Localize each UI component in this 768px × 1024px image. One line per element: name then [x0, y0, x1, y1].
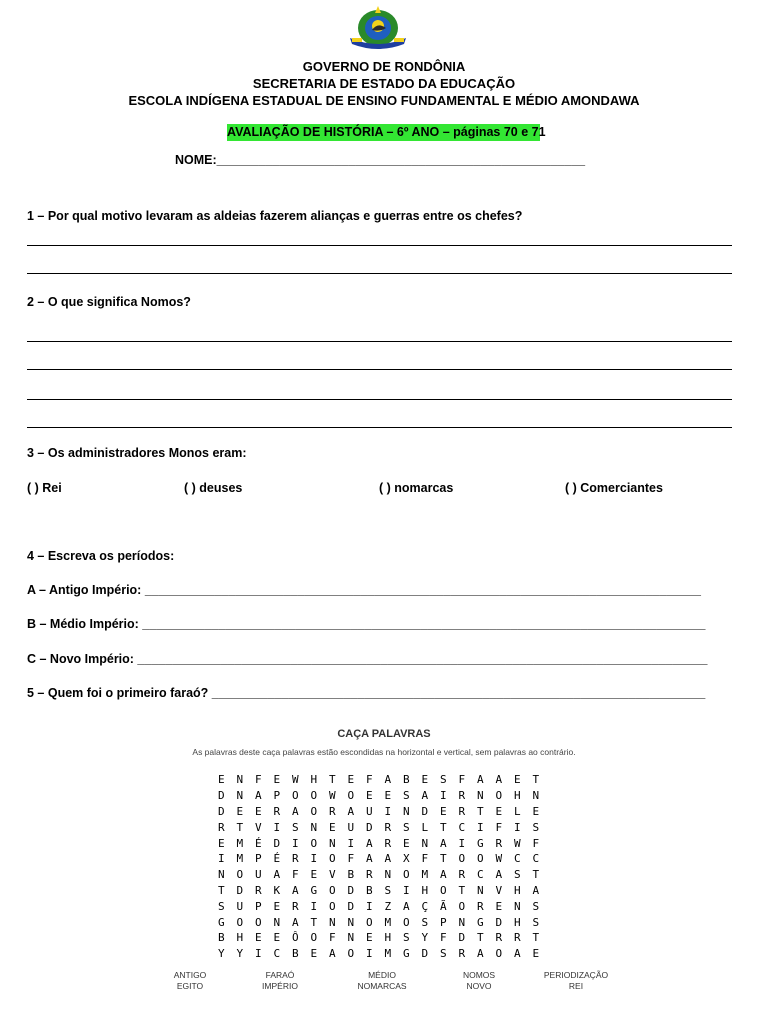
grid-letter[interactable]: X — [402, 852, 410, 866]
grid-letter[interactable]: N — [236, 789, 244, 803]
grid-row — [212, 898, 545, 914]
grid-letter[interactable]: E — [532, 947, 540, 961]
word-list-column — [444, 970, 514, 992]
grid-letter[interactable]: H — [421, 883, 429, 897]
grid-letter[interactable]: B — [347, 868, 355, 882]
question-5[interactable]: 5 – Quem foi o primeiro faraó? _______________________________________________________________________ — [27, 686, 706, 700]
word-list-column — [347, 970, 417, 992]
grid-letter[interactable]: O — [310, 836, 318, 850]
grid-letter[interactable]: E — [310, 868, 318, 882]
coat-of-arms-logo — [346, 4, 410, 52]
wordsearch-title: CAÇA PALAVRAS — [337, 728, 431, 740]
grid-letter[interactable]: A — [384, 852, 392, 866]
question-3: 3 – Os administradores Monos eram: — [27, 446, 247, 460]
grid-letter[interactable]: N — [532, 789, 540, 803]
grid-row — [212, 788, 545, 804]
grid-letter[interactable]: E — [402, 836, 410, 850]
grid-row — [212, 819, 545, 835]
grid-letter[interactable]: E — [310, 947, 318, 961]
word-list-column — [245, 970, 315, 992]
grid-letter[interactable]: Ç — [421, 899, 429, 913]
grid-letter[interactable]: T — [532, 773, 540, 787]
grid-letter[interactable]: W — [513, 836, 521, 850]
grid-letter[interactable]: A — [254, 789, 262, 803]
grid-letter[interactable]: O — [347, 947, 355, 961]
grid-letter[interactable]: N — [476, 789, 484, 803]
grid-letter[interactable]: A — [476, 947, 484, 961]
grid-letter[interactable]: F — [328, 931, 336, 945]
grid-letter[interactable]: E — [532, 804, 540, 818]
grid-row — [212, 835, 545, 851]
word-list-item: NOVO — [466, 981, 492, 991]
grid-letter[interactable]: H — [513, 883, 521, 897]
grid-letter[interactable]: E — [273, 899, 281, 913]
period-novo-imperio[interactable]: C – Novo Império: __________________________________________________________________________________ — [27, 652, 708, 666]
grid-letter[interactable]: S — [291, 820, 299, 834]
grid-letter[interactable]: V — [328, 868, 336, 882]
grid-letter[interactable]: A — [273, 868, 281, 882]
grid-letter[interactable]: D — [236, 883, 244, 897]
grid-letter[interactable]: A — [291, 804, 299, 818]
grid-letter[interactable]: V — [495, 883, 503, 897]
grid-letter[interactable]: A — [365, 852, 373, 866]
grid-letter[interactable]: D — [217, 789, 225, 803]
word-list-item: MÉDIO — [368, 970, 396, 980]
grid-letter[interactable]: E — [421, 773, 429, 787]
word-list-item: IMPÉRIO — [262, 981, 298, 991]
grid-letter[interactable]: Z — [384, 899, 392, 913]
grid-letter[interactable]: K — [273, 883, 281, 897]
grid-letter[interactable]: F — [254, 773, 262, 787]
grid-letter[interactable]: T — [532, 931, 540, 945]
grid-letter[interactable]: O — [347, 789, 355, 803]
answer-line[interactable] — [27, 245, 732, 246]
grid-letter[interactable]: E — [439, 804, 447, 818]
grid-letter[interactable]: C — [476, 868, 484, 882]
grid-letter[interactable]: Y — [236, 947, 244, 961]
grid-letter[interactable]: B — [402, 773, 410, 787]
grid-letter[interactable]: G — [476, 915, 484, 929]
grid-letter[interactable]: D — [495, 915, 503, 929]
option-comerciantes[interactable]: ( ) Comerciantes — [565, 481, 663, 495]
grid-row — [212, 851, 545, 867]
grid-letter[interactable]: E — [328, 820, 336, 834]
grid-letter[interactable]: I — [365, 899, 373, 913]
grid-letter[interactable]: Y — [217, 947, 225, 961]
word-list-item: REI — [568, 981, 584, 991]
grid-letter[interactable]: C — [273, 947, 281, 961]
grid-letter[interactable]: H — [384, 931, 392, 945]
grid-letter[interactable]: M — [384, 947, 392, 961]
grid-letter[interactable]: C — [513, 852, 521, 866]
grid-letter[interactable]: I — [291, 836, 299, 850]
grid-letter[interactable]: R — [254, 883, 262, 897]
grid-letter[interactable]: I — [513, 820, 521, 834]
grid-letter[interactable]: N — [476, 883, 484, 897]
grid-letter[interactable]: É — [254, 836, 262, 850]
grid-letter[interactable]: F — [365, 773, 373, 787]
grid-letter[interactable]: R — [458, 947, 466, 961]
grid-letter[interactable]: L — [421, 820, 429, 834]
grid-letter[interactable]: O — [458, 899, 466, 913]
grid-letter[interactable]: G — [402, 947, 410, 961]
word-list-item: PERIODIZAÇÃO — [543, 970, 609, 980]
grid-letter[interactable]: S — [421, 915, 429, 929]
grid-letter[interactable]: D — [421, 947, 429, 961]
title-highlight — [227, 124, 546, 141]
grid-letter[interactable]: P — [254, 899, 262, 913]
grid-letter[interactable]: A — [365, 836, 373, 850]
question-1: 1 – Por qual motivo levaram as aldeias fazerem alianças e guerras entre os chefes? — [27, 209, 523, 223]
word-list-item: NOMARCAS — [357, 981, 407, 991]
word-list-item: FARAÓ — [265, 970, 295, 980]
grid-letter[interactable]: H — [236, 931, 244, 945]
grid-letter[interactable]: O — [365, 915, 373, 929]
grid-letter[interactable]: S — [439, 773, 447, 787]
grid-letter[interactable]: T — [476, 931, 484, 945]
grid-letter[interactable]: Ã — [439, 899, 447, 913]
grid-letter[interactable]: A — [384, 773, 392, 787]
grid-letter[interactable]: N — [347, 931, 355, 945]
grid-letter[interactable]: O — [458, 852, 466, 866]
grid-letter[interactable]: G — [476, 836, 484, 850]
grid-letter[interactable]: U — [254, 868, 262, 882]
grid-letter[interactable]: E — [217, 773, 225, 787]
grid-letter[interactable]: A — [291, 883, 299, 897]
grid-letter[interactable]: T — [476, 804, 484, 818]
grid-row — [212, 804, 545, 820]
option-deuses[interactable]: ( ) deuses — [184, 481, 243, 495]
grid-letter[interactable]: C — [532, 852, 540, 866]
word-list-item: ANTIGO — [173, 970, 207, 980]
grid-letter[interactable]: O — [402, 915, 410, 929]
grid-letter[interactable]: N — [328, 915, 336, 929]
grid-letter[interactable]: R — [513, 931, 521, 945]
grid-letter[interactable]: N — [236, 773, 244, 787]
grid-letter[interactable]: I — [384, 804, 392, 818]
grid-letter[interactable]: I — [310, 852, 318, 866]
grid-letter[interactable]: D — [365, 820, 373, 834]
grid-letter[interactable]: S — [532, 915, 540, 929]
grid-letter[interactable]: S — [532, 899, 540, 913]
grid-letter[interactable]: O — [236, 868, 244, 882]
grid-letter[interactable]: D — [347, 899, 355, 913]
grid-letter[interactable]: A — [476, 773, 484, 787]
grid-letter[interactable]: O — [310, 789, 318, 803]
grid-letter[interactable]: G — [310, 883, 318, 897]
answer-line[interactable] — [27, 369, 732, 370]
grid-letter[interactable]: I — [476, 820, 484, 834]
grid-letter[interactable]: H — [513, 789, 521, 803]
grid-letter[interactable]: M — [236, 836, 244, 850]
grid-letter[interactable]: R — [291, 899, 299, 913]
grid-letter[interactable]: D — [347, 883, 355, 897]
answer-line[interactable] — [27, 399, 732, 400]
grid-letter[interactable]: E — [495, 899, 503, 913]
wordsearch-grid — [212, 772, 545, 962]
grid-letter[interactable]: E — [254, 931, 262, 945]
grid-letter[interactable]: R — [291, 852, 299, 866]
period-medio-imperio[interactable]: B – Médio Império: _________________________________________________________________________________ — [27, 617, 706, 631]
grid-letter[interactable]: A — [495, 773, 503, 787]
grid-letter[interactable]: O — [495, 947, 503, 961]
grid-letter[interactable]: W — [291, 773, 299, 787]
wordsearch-instructions: As palavras deste caça palavras estão escondidas na horizontal e vertical, sem palavras ao contrário. — [192, 747, 576, 757]
grid-letter[interactable]: A — [291, 915, 299, 929]
grid-letter[interactable]: S — [217, 899, 225, 913]
grid-letter[interactable]: É — [273, 852, 281, 866]
grid-letter[interactable]: N — [513, 899, 521, 913]
grid-letter[interactable]: S — [402, 820, 410, 834]
grid-letter[interactable]: S — [439, 947, 447, 961]
grid-letter[interactable]: F — [347, 852, 355, 866]
name-field[interactable]: NOME:_____________________________________________________ — [175, 153, 586, 167]
grid-letter[interactable]: T — [439, 820, 447, 834]
grid-letter[interactable]: O — [328, 883, 336, 897]
grid-letter[interactable]: W — [495, 852, 503, 866]
grid-letter[interactable]: N — [310, 820, 318, 834]
grid-letter[interactable]: R — [495, 931, 503, 945]
grid-letter[interactable]: F — [291, 868, 299, 882]
grid-letter[interactable]: T — [458, 883, 466, 897]
question-2: 2 – O que significa Nomos? — [27, 295, 191, 309]
grid-letter[interactable]: S — [384, 883, 392, 897]
grid-letter[interactable]: A — [439, 868, 447, 882]
grid-letter[interactable]: R — [495, 836, 503, 850]
option-nomarcas[interactable]: ( ) nomarcas — [379, 481, 454, 495]
grid-letter[interactable]: R — [217, 820, 225, 834]
grid-letter[interactable]: O — [328, 852, 336, 866]
grid-letter[interactable]: U — [347, 820, 355, 834]
header-line-1: GOVERNO DE RONDÔNIA — [302, 59, 466, 74]
grid-letter[interactable]: I — [458, 836, 466, 850]
grid-letter[interactable]: P — [273, 789, 281, 803]
grid-letter[interactable]: E — [254, 804, 262, 818]
grid-letter[interactable]: A — [328, 947, 336, 961]
grid-letter[interactable]: T — [439, 852, 447, 866]
grid-letter[interactable]: F — [495, 820, 503, 834]
grid-letter[interactable]: V — [254, 820, 262, 834]
grid-letter[interactable]: E — [384, 789, 392, 803]
grid-letter[interactable]: R — [328, 804, 336, 818]
grid-letter[interactable]: N — [273, 915, 281, 929]
word-list-column — [155, 970, 225, 992]
grid-letter[interactable]: R — [458, 804, 466, 818]
grid-letter[interactable]: I — [217, 852, 225, 866]
word-list-item: NOMOS — [462, 970, 496, 980]
grid-letter[interactable]: M — [384, 915, 392, 929]
grid-letter[interactable]: W — [328, 789, 336, 803]
grid-letter[interactable]: M — [421, 868, 429, 882]
grid-letter[interactable]: O — [291, 789, 299, 803]
grid-letter[interactable]: F — [421, 852, 429, 866]
grid-letter[interactable]: A — [513, 947, 521, 961]
grid-letter[interactable]: S — [402, 789, 410, 803]
assessment-title: AVALIAÇÃO DE HISTÓRIA – 6º ANO – páginas 70 e 71 — [227, 125, 546, 139]
grid-row — [212, 946, 545, 962]
grid-letter[interactable]: F — [458, 773, 466, 787]
grid-letter[interactable]: N — [384, 868, 392, 882]
grid-letter[interactable]: A — [402, 899, 410, 913]
grid-letter[interactable]: I — [273, 820, 281, 834]
grid-letter[interactable]: R — [458, 789, 466, 803]
grid-letter[interactable]: S — [532, 820, 540, 834]
grid-letter[interactable]: E — [513, 773, 521, 787]
grid-letter[interactable]: E — [273, 773, 281, 787]
grid-row — [212, 914, 545, 930]
grid-letter[interactable]: I — [439, 789, 447, 803]
word-list-column — [540, 970, 612, 992]
grid-letter[interactable]: N — [328, 836, 336, 850]
grid-row — [212, 883, 545, 899]
grid-letter[interactable]: I — [365, 947, 373, 961]
grid-letter[interactable]: Y — [421, 931, 429, 945]
grid-letter[interactable]: B — [365, 883, 373, 897]
grid-letter[interactable]: R — [365, 868, 373, 882]
grid-letter[interactable]: O — [310, 931, 318, 945]
grid-letter[interactable]: U — [236, 899, 244, 913]
grid-letter[interactable]: S — [402, 931, 410, 945]
grid-letter[interactable]: I — [310, 899, 318, 913]
grid-row — [212, 772, 545, 788]
grid-letter[interactable]: R — [384, 836, 392, 850]
grid-letter[interactable]: Ô — [291, 931, 299, 945]
grid-letter[interactable]: T — [236, 820, 244, 834]
grid-letter[interactable]: R — [384, 820, 392, 834]
grid-letter[interactable]: D — [458, 931, 466, 945]
grid-letter[interactable]: F — [532, 836, 540, 850]
grid-letter[interactable]: H — [513, 915, 521, 929]
grid-letter[interactable]: O — [310, 804, 318, 818]
grid-letter[interactable]: N — [402, 804, 410, 818]
option-rei[interactable]: ( ) Rei — [27, 481, 62, 495]
grid-letter[interactable]: E — [217, 836, 225, 850]
grid-letter[interactable]: A — [495, 868, 503, 882]
period-antigo-imperio[interactable]: A – Antigo Império: ________________________________________________________________________________ — [27, 583, 701, 597]
grid-letter[interactable]: R — [476, 899, 484, 913]
grid-letter[interactable]: T — [217, 883, 225, 897]
grid-letter[interactable]: E — [273, 931, 281, 945]
grid-row — [212, 867, 545, 883]
grid-letter[interactable]: C — [458, 820, 466, 834]
grid-letter[interactable]: A — [439, 836, 447, 850]
grid-letter[interactable]: O — [328, 899, 336, 913]
grid-letter[interactable]: A — [347, 804, 355, 818]
grid-letter[interactable]: R — [273, 804, 281, 818]
grid-letter[interactable]: P — [254, 852, 262, 866]
grid-letter[interactable]: N — [347, 915, 355, 929]
grid-letter[interactable]: U — [365, 804, 373, 818]
grid-letter[interactable]: H — [310, 773, 318, 787]
grid-letter[interactable]: L — [513, 804, 521, 818]
grid-letter[interactable]: M — [236, 852, 244, 866]
grid-letter[interactable]: B — [217, 931, 225, 945]
grid-letter[interactable]: T — [328, 773, 336, 787]
grid-letter[interactable]: I — [402, 883, 410, 897]
grid-letter[interactable]: F — [439, 931, 447, 945]
grid-letter[interactable]: B — [291, 947, 299, 961]
grid-letter[interactable]: E — [347, 773, 355, 787]
grid-letter[interactable]: O — [236, 915, 244, 929]
grid-letter[interactable]: T — [310, 915, 318, 929]
header-line-2: SECRETARIA DE ESTADO DA EDUCAÇÃO — [252, 76, 516, 91]
grid-letter[interactable]: O — [402, 868, 410, 882]
answer-line[interactable] — [27, 427, 732, 428]
grid-letter[interactable]: D — [273, 836, 281, 850]
grid-letter[interactable]: N — [421, 836, 429, 850]
answer-line[interactable] — [27, 341, 732, 342]
grid-letter[interactable]: E — [365, 931, 373, 945]
grid-letter[interactable]: O — [439, 883, 447, 897]
header-line-3: ESCOLA INDÍGENA ESTADUAL DE ENSINO FUNDAMENTAL E MÉDIO AMONDAWA — [128, 93, 640, 108]
grid-letter[interactable]: A — [532, 883, 540, 897]
grid-letter[interactable]: I — [347, 836, 355, 850]
grid-letter[interactable]: N — [458, 915, 466, 929]
grid-letter[interactable]: P — [439, 915, 447, 929]
grid-letter[interactable]: O — [476, 852, 484, 866]
question-4: 4 – Escreva os períodos: — [27, 549, 175, 563]
grid-letter[interactable]: O — [495, 789, 503, 803]
grid-row — [212, 930, 545, 946]
grid-letter[interactable]: D — [421, 804, 429, 818]
grid-letter[interactable]: E — [365, 789, 373, 803]
grid-letter[interactable]: G — [217, 915, 225, 929]
grid-letter[interactable]: I — [254, 947, 262, 961]
grid-letter[interactable]: T — [532, 868, 540, 882]
grid-letter[interactable]: E — [495, 804, 503, 818]
word-list-item: EGITO — [176, 981, 204, 991]
grid-letter[interactable]: A — [421, 789, 429, 803]
answer-line[interactable] — [27, 273, 732, 274]
grid-letter[interactable]: S — [513, 868, 521, 882]
grid-letter[interactable]: D — [217, 804, 225, 818]
grid-letter[interactable]: O — [254, 915, 262, 929]
grid-letter[interactable]: E — [236, 804, 244, 818]
grid-letter[interactable]: N — [217, 868, 225, 882]
grid-letter[interactable]: R — [458, 868, 466, 882]
